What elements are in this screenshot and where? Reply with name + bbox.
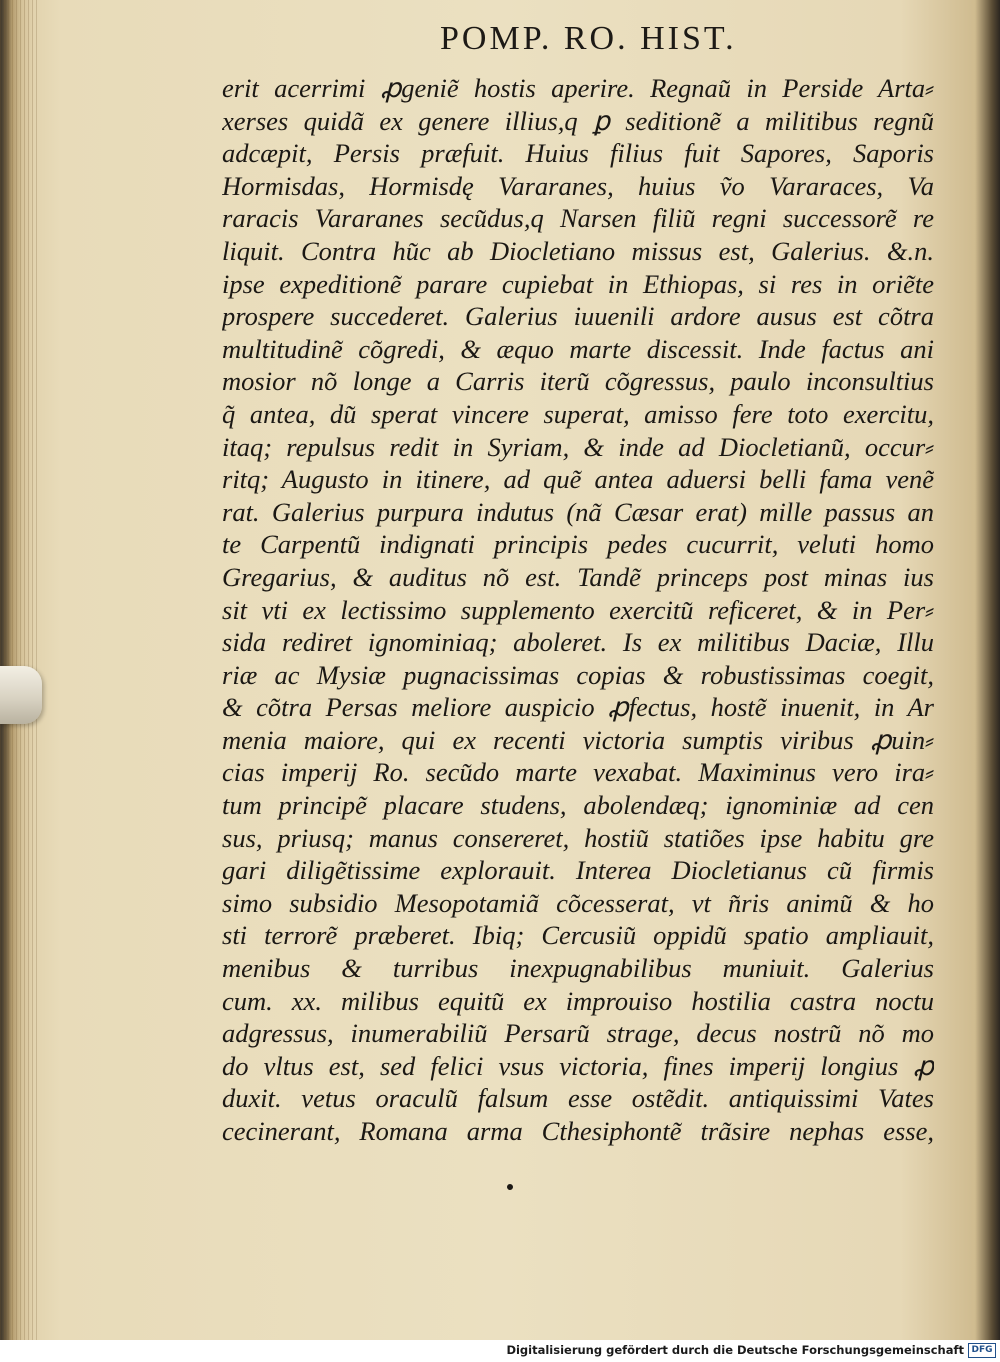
text-line: ipse expeditione͂ parare cupiebat in Ethiopas, si res in orie͂te (222, 268, 934, 299)
text-line: erit acerrimi ꝓgenie͂ hostis aperire. Regnau͂ in Perside Arta⸗ (222, 73, 934, 103)
text-line: raracis Vararanes secu͂dus,q Narsen filiu͂ regni successore͂ re (222, 203, 934, 234)
text-line: duxit. vetus oraculu͂ falsum esse oste͂dit. antiquissimi Vates (222, 1083, 934, 1114)
text-line: menibus & turribus inexpugnabilibus muniuit. Galerius (222, 953, 934, 984)
text-line: te Carpentu͂ indignati principis pedes cucurrit, veluti homo (222, 529, 934, 560)
text-line: sida rediret ignominiaq; aboleret. Is ex militibus Daciæ, Illu (222, 627, 934, 658)
text-line: cecinerant, Romana arma Cthesiphonte͂ tra͂sire nephas esse, (222, 1116, 934, 1146)
text-line: tum principe͂ placare studens, abolendæq; ignominiæ ad cen (222, 790, 934, 821)
text-line: sti terrore͂ præberet. Ibiq; Cercusiu͂ oppidu͂ spatio ampliauit, (222, 920, 934, 951)
text-line: & co͂tra Persas meliore auspicio ꝓfectus, hoste͂ inuenit, in Ar (222, 692, 934, 723)
text-line: prospere succederet. Galerius iuuenili ardore ausus est co͂tra (222, 301, 934, 332)
text-line: cum. xx. milibus equitu͂ ex improuiso hostilia castra noctu (222, 985, 934, 1016)
text-line: adcæpit, Persis præfuit. Huius filius fuit Sapores, Saporis (222, 138, 934, 169)
text-line: sit vti ex lectissimo supplemento exercitu͂ reficeret, & in Per⸗ (222, 594, 934, 625)
text-line: Gregarius, & auditus no͂ est. Tande͂ princeps post minas ius (222, 561, 934, 592)
text-line: simo subsidio Mesopotamia͂ co͂cesserat, vt n͂ris animu͂ & ho (222, 887, 934, 918)
dfg-logo-icon: DFG (968, 1343, 996, 1358)
text-line: xerses quida͂ ex genere illius,q ꝑ seditione͂ a militibus regnu͂ (222, 105, 934, 136)
text-line: liquit. Contra hu͂c ab Diocletiano missus est, Galerius. &.n. (222, 235, 934, 266)
text-line: menia maiore, qui ex recenti victoria sumptis viribus ꝓuin⸗ (222, 724, 934, 755)
text-line: Hormisdas, Hormisdę Vararanes, huius ṽo Vararaces, Va (222, 170, 934, 201)
text-line: multitudine͂ co͂gredi, & æquo marte discessit. Inde factus ani (222, 333, 934, 364)
text-line: do vltus est, sed felici vsus victoria, fines imperij longius ꝓ (222, 1050, 934, 1081)
running-header: POMP. RO. HIST. (440, 20, 737, 57)
text-line: sus, priusq; manus consereret, hostiu͂ statio͂es ipse habitu gre (222, 822, 934, 853)
text-line: adgressus, inumerabiliu͂ Persaru͂ strage, decus nostru͂ no͂ mo (222, 1018, 934, 1049)
text-line: riæ ac Mysiæ pugnacissimas copias & robustissimas coegit, (222, 659, 934, 690)
text-line: q͂ antea, du͂ sperat vincere superat, amisso fere toto exercitu, (222, 398, 934, 429)
text-line: ritq; Augusto in itinere, ad que͂ antea aduersi belli fama vene͂ (222, 464, 934, 495)
footer-bar (0, 1340, 1000, 1362)
text-line: itaq; repulsus redit in Syriam, & inde ad Diocletianu͂, occur⸗ (222, 431, 934, 462)
body-text (222, 72, 934, 1148)
digitization-credit: Digitalisierung gefördert durch die Deutsche Forschungsgemeinschaft (506, 1343, 964, 1357)
page-clip (0, 666, 42, 724)
text-line: gari dilige͂tissime explorauit. Interea Diocletianus cu͂ firmis (222, 855, 934, 886)
text-line: cias imperij Ro. secu͂do marte vexabat. Maximinus vero ira⸗ (222, 757, 934, 788)
text-line: rat. Galerius purpura indutus (na͂ Cæsar erat) mille passus an (222, 496, 934, 527)
text-line: mosior no͂ longe a Carris iteru͂ co͂gressus, paulo inconsultius (222, 366, 934, 397)
signature-dot (507, 1184, 513, 1190)
